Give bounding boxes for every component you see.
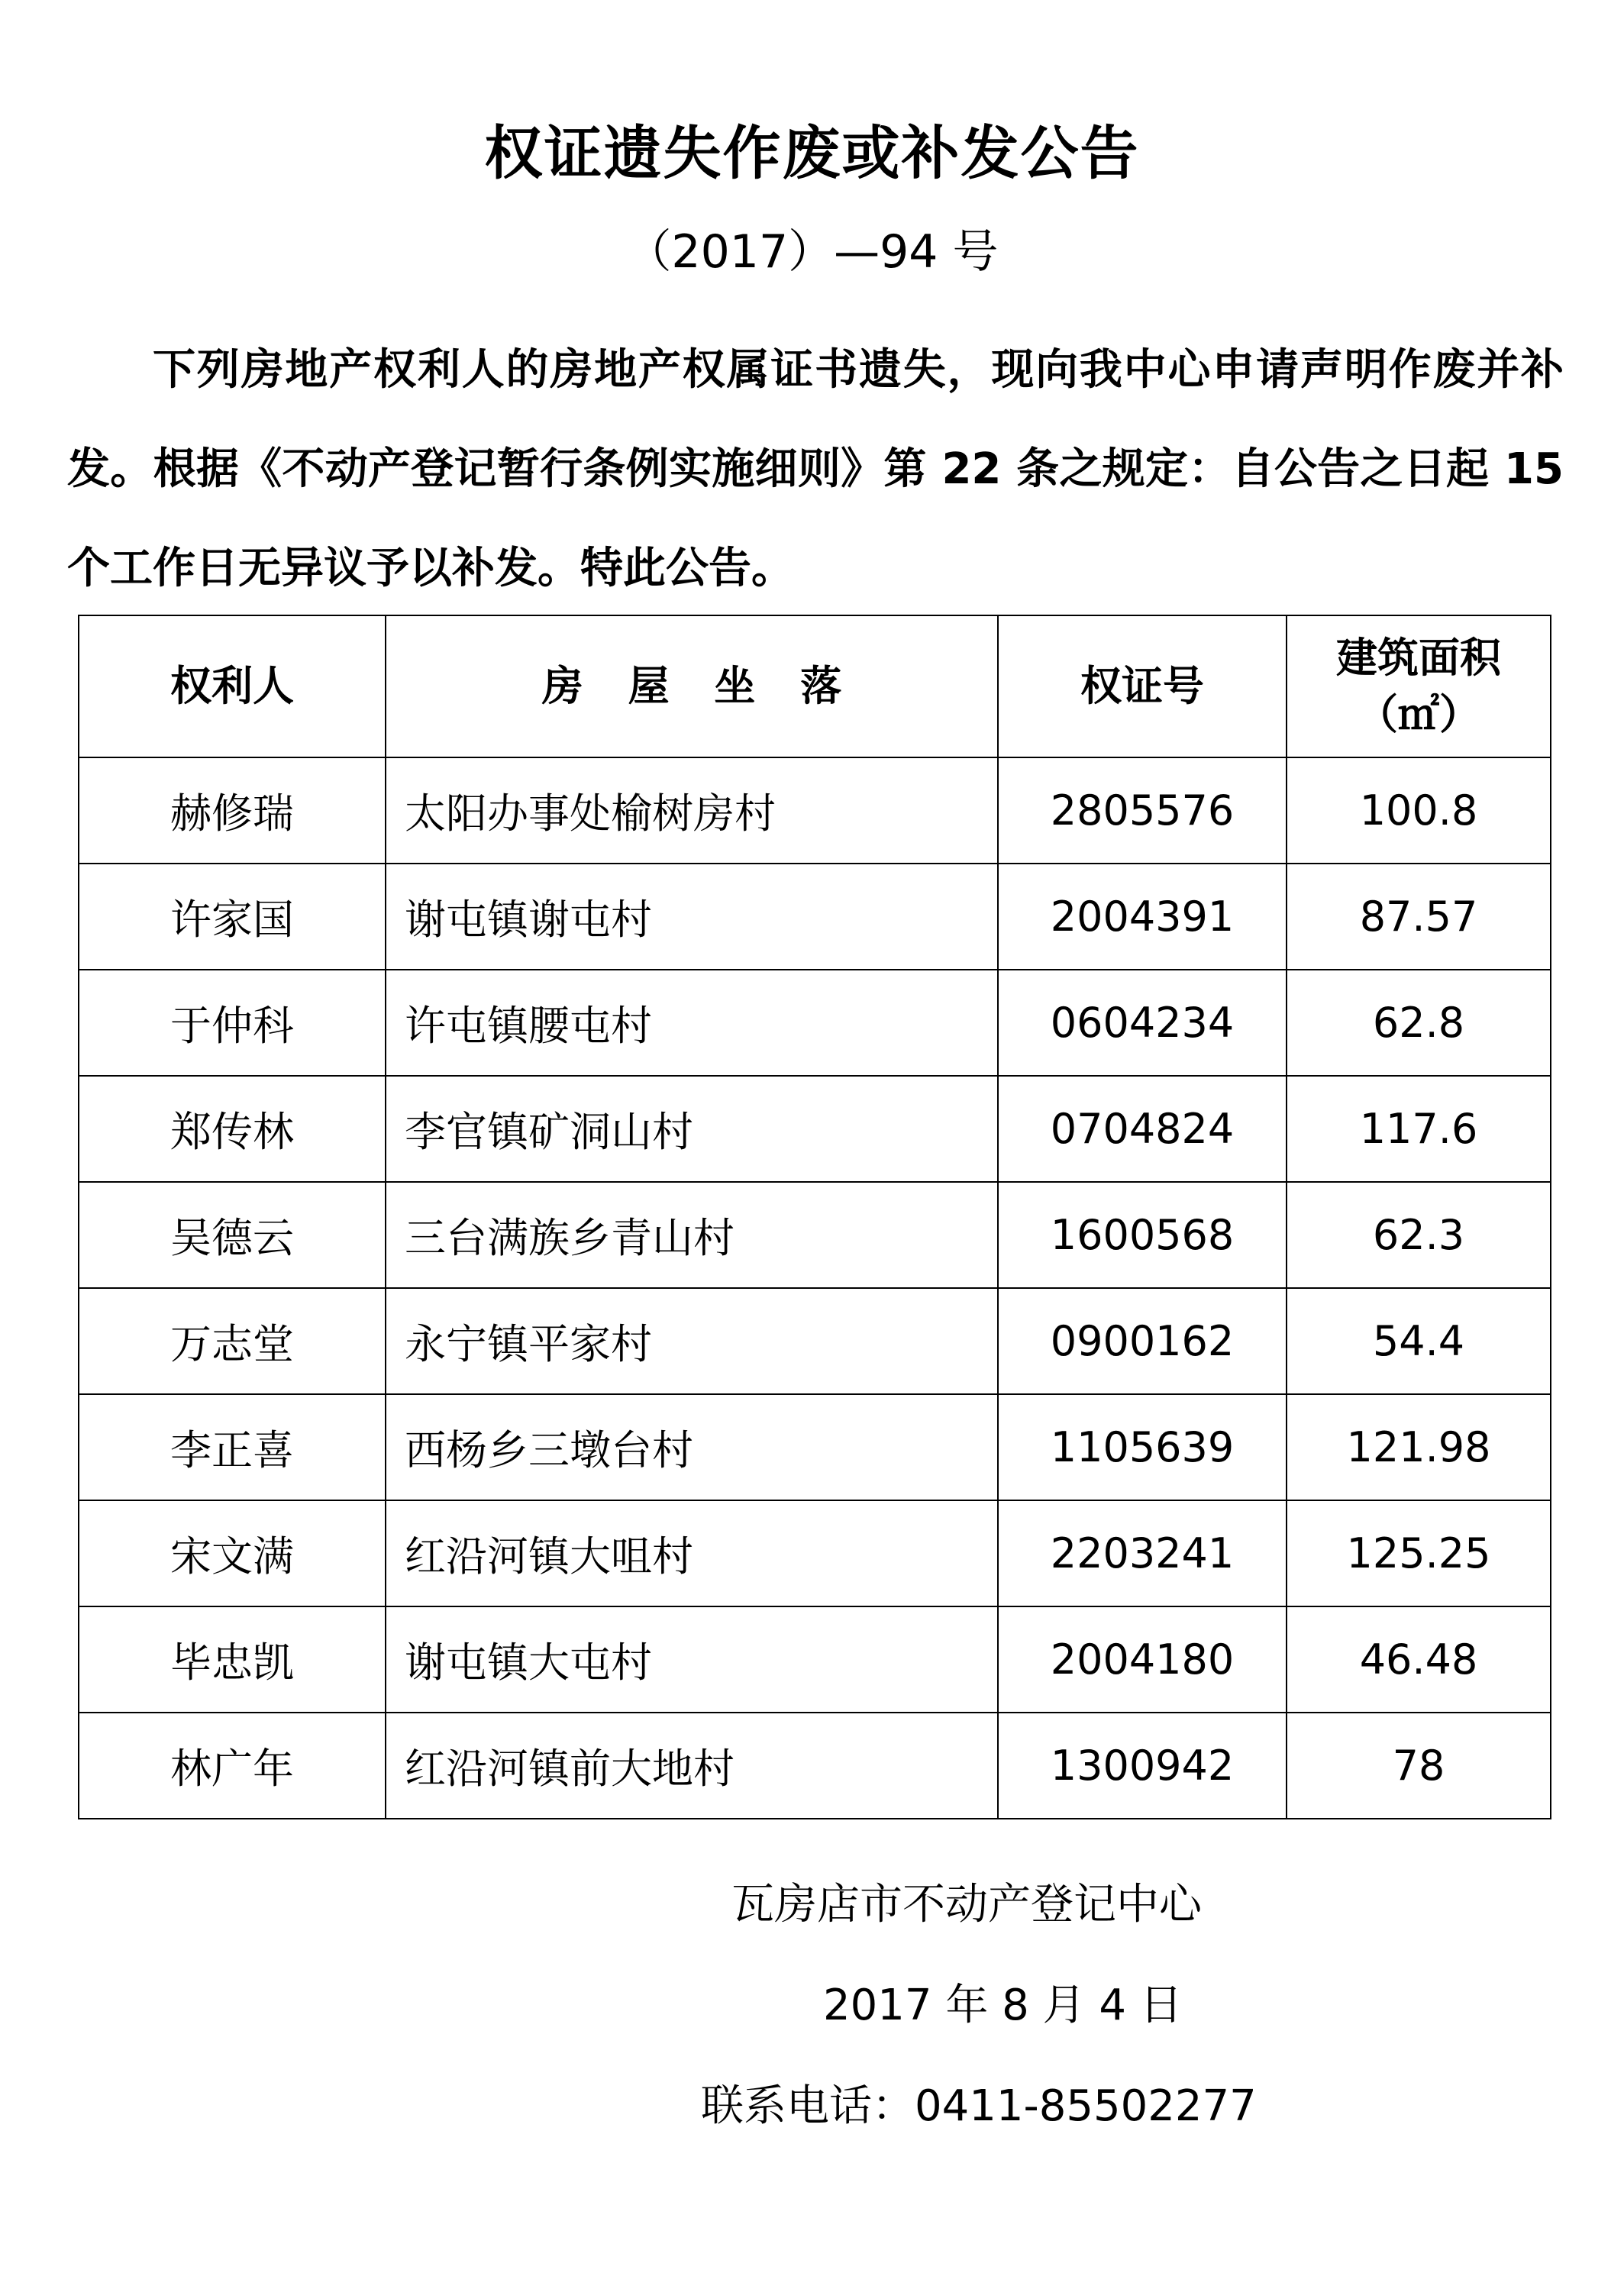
cell-owner: 吴德云 <box>79 1182 386 1288</box>
cell-location: 李官镇矿洞山村 <box>386 1076 998 1182</box>
cell-area: 62.3 <box>1287 1182 1551 1288</box>
table-row <box>79 757 1551 864</box>
table-row <box>79 1713 1551 1819</box>
cell-location: 红沿河镇大咀村 <box>386 1500 998 1606</box>
cell-owner: 于仲科 <box>79 970 386 1076</box>
cell-location: 永宁镇平家村 <box>386 1288 998 1394</box>
cell-cert: 1300942 <box>998 1713 1287 1819</box>
table-row <box>79 1182 1551 1288</box>
table-row <box>79 1288 1551 1394</box>
cell-cert: 2004180 <box>998 1606 1287 1713</box>
table-row <box>79 1606 1551 1713</box>
header-location: 房 屋 坐 落 <box>386 615 998 757</box>
header-area <box>1287 615 1551 757</box>
cell-cert: 2004391 <box>998 864 1287 970</box>
cell-area: 87.57 <box>1287 864 1551 970</box>
cell-area: 100.8 <box>1287 757 1551 864</box>
document-number: （2017）—94 号 <box>625 225 999 279</box>
cell-owner: 万志堂 <box>79 1288 386 1394</box>
header-cert: 权证号 <box>998 615 1287 757</box>
cell-location: 三台满族乡青山村 <box>386 1182 998 1288</box>
footer-org: 瓦房店市不动产登记中心 <box>731 1880 1202 1929</box>
cell-owner: 林广年 <box>79 1713 386 1819</box>
cell-cert: 2203241 <box>998 1500 1287 1606</box>
intro-paragraph: 下列房地产权利人的房地产权属证书遗失，现向我中心申请声明作废并补发。根据《不动产登记暂行条例实施细则》第 22 条之规定：自公告之日起 15 个工作日无异议予以补发。特此公告。 <box>67 345 1564 593</box>
cell-area: 46.48 <box>1287 1606 1551 1713</box>
cell-area: 78 <box>1287 1713 1551 1819</box>
cell-owner: 赫修瑞 <box>79 757 386 864</box>
records-table <box>78 615 1551 1819</box>
cell-location: 许屯镇腰屯村 <box>386 970 998 1076</box>
table-header-row <box>79 615 1551 757</box>
cell-area: 117.6 <box>1287 1076 1551 1182</box>
cell-location: 西杨乡三墩台村 <box>386 1394 998 1500</box>
cell-cert: 1105639 <box>998 1394 1287 1500</box>
table-row <box>79 1076 1551 1182</box>
table-row <box>79 864 1551 970</box>
cell-location: 谢屯镇大屯村 <box>386 1606 998 1713</box>
cell-area: 125.25 <box>1287 1500 1551 1606</box>
document-title: 权证遗失作废或补发公告 <box>484 119 1140 187</box>
cell-owner: 李正喜 <box>79 1394 386 1500</box>
header-area-line2: （㎡） <box>1357 690 1480 738</box>
cell-area: 62.8 <box>1287 970 1551 1076</box>
cell-cert: 1600568 <box>998 1182 1287 1288</box>
footer-date: 2017 年 8 月 4 日 <box>823 1981 1183 2030</box>
header-area-line1: 建筑面积 <box>1336 634 1501 682</box>
table-row <box>79 970 1551 1076</box>
cell-owner: 许家国 <box>79 864 386 970</box>
header-owner: 权利人 <box>79 615 386 757</box>
footer-tel: 联系电话：0411-85502277 <box>701 2081 1257 2131</box>
cell-location: 谢屯镇谢屯村 <box>386 864 998 970</box>
table-row <box>79 1394 1551 1500</box>
cell-location: 红沿河镇前大地村 <box>386 1713 998 1819</box>
cell-owner: 宋文满 <box>79 1500 386 1606</box>
table-row <box>79 1500 1551 1606</box>
cell-location: 太阳办事处榆树房村 <box>386 757 998 864</box>
cell-cert: 0704824 <box>998 1076 1287 1182</box>
cell-cert: 2805576 <box>998 757 1287 864</box>
cell-owner: 郑传林 <box>79 1076 386 1182</box>
cell-area: 121.98 <box>1287 1394 1551 1500</box>
cell-cert: 0604234 <box>998 970 1287 1076</box>
cell-owner: 毕忠凯 <box>79 1606 386 1713</box>
cell-cert: 0900162 <box>998 1288 1287 1394</box>
cell-area: 54.4 <box>1287 1288 1551 1394</box>
